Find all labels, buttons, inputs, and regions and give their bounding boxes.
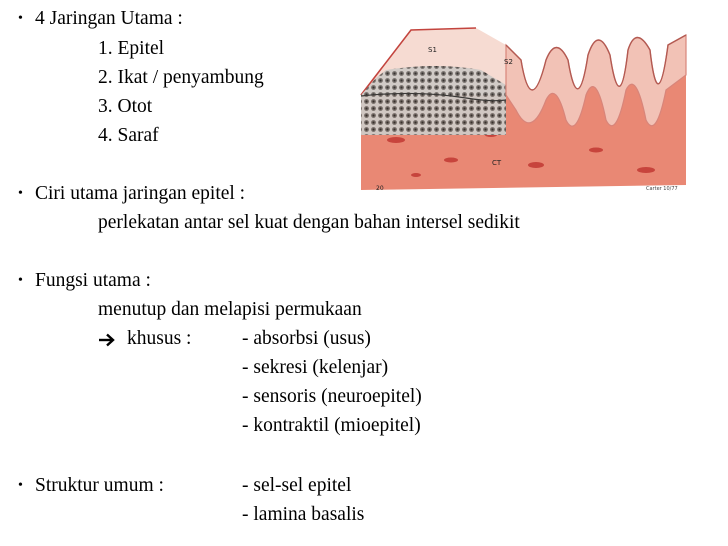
khusus-label: khusus : — [127, 328, 192, 349]
arrow-right-icon — [98, 333, 118, 347]
fungsi-detail: menutup dan melapisi permukaan — [98, 299, 362, 320]
bullet-icon: • — [18, 273, 23, 288]
section-heading-ciri: Ciri utama jaringan epitel : — [35, 183, 246, 204]
khusus-item-absorbsi: - absorbsi (usus) — [242, 328, 371, 349]
khusus-item-sensoris: - sensoris (neuroepitel) — [242, 386, 422, 407]
list-item-otot: 3. Otot — [98, 96, 153, 117]
struktur-item-sel: - sel-sel epitel — [242, 475, 352, 496]
ciri-detail: perlekatan antar sel kuat dengan bahan intersel sedikit — [98, 212, 520, 233]
bullet-icon: • — [18, 478, 23, 493]
khusus-item-kontraktil: - kontraktil (mioepitel) — [242, 415, 421, 436]
epithelium-illustration — [356, 0, 696, 195]
list-item-epitel: 1. Epitel — [98, 38, 165, 59]
bullet-icon: • — [18, 186, 23, 201]
khusus-item-sekresi: - sekresi (kelenjar) — [242, 357, 389, 378]
label-credit: Carter 10/77 — [646, 186, 678, 192]
section-heading-jaringan: 4 Jaringan Utama : — [35, 8, 183, 29]
label-figure-number: 20 — [376, 185, 384, 192]
bullet-icon: • — [18, 11, 23, 26]
list-item-ikat: 2. Ikat / penyambung — [98, 67, 264, 88]
label-ct: CT — [492, 159, 502, 167]
label-s1: S1 — [428, 46, 437, 54]
section-heading-struktur: Struktur umum : — [35, 475, 164, 496]
section-heading-fungsi: Fungsi utama : — [35, 270, 151, 291]
list-item-saraf: 4. Saraf — [98, 125, 159, 146]
struktur-item-lamina: - lamina basalis — [242, 504, 365, 525]
label-s2: S2 — [504, 58, 513, 66]
